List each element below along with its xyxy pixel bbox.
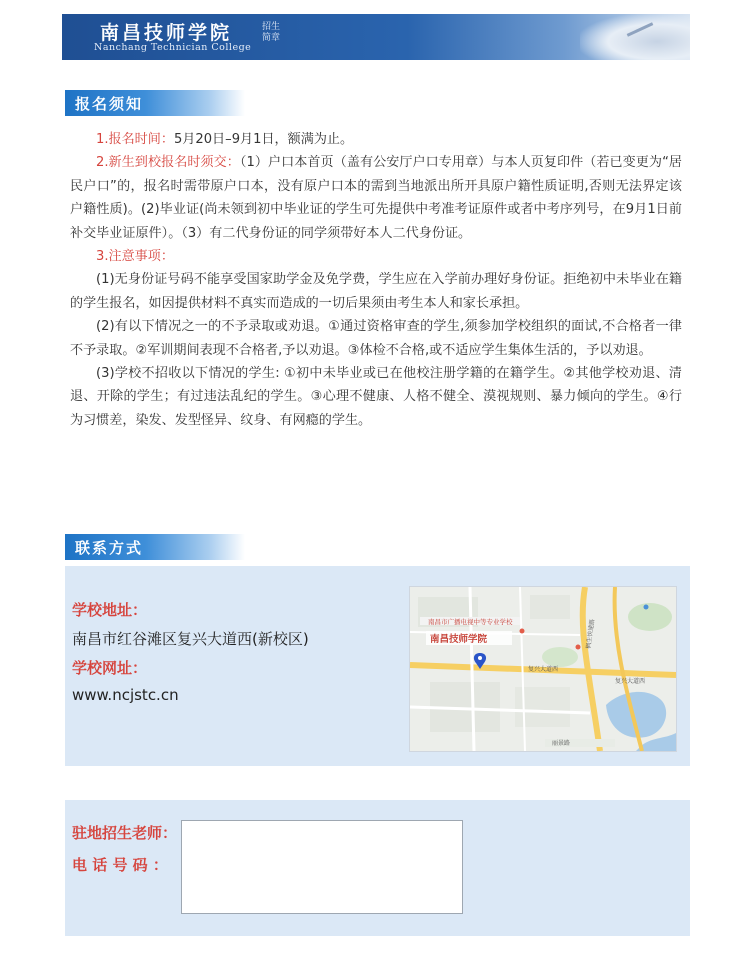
college-name-en: Nanchang Technician College <box>94 42 252 53</box>
recruiter-phone-label: 电 话 号 码 ： <box>72 856 168 874</box>
map-road-label-4: 丽景路 <box>552 740 571 747</box>
map-road-label-3: 复兴大道西 <box>615 678 646 685</box>
website-label: 学校网址： <box>72 659 148 677</box>
map-road-label: 复兴大道西 <box>528 666 559 673</box>
map-label-upper: 南昌市广播电视中等专业学校 <box>428 618 513 626</box>
recruiter-teacher-label: 驻地招生老师： <box>72 824 178 842</box>
map-pin-label: 南昌技师学院 <box>430 634 488 645</box>
note-3: (3)学校不招收以下情况的学生: ①初中未毕业或已在他校注册学籍的在籍学生。②其他学校劝退、清退、开除的学生；有过违法乱纪的学生。③心理不健康、人格不健全、漠视规则、暴力倾向的学生。④行为习惯差，染发、发型怪异、纹身、有网瘾的学生。 <box>70 366 682 428</box>
registration-time: 1.报名时间：5月20日–9月1日，额满为止。 <box>96 132 354 147</box>
required-documents: 2.新生到校报名时须交：（1）户口本首页（盖有公安厅户口专用章）与本人页复印件（若已变更为“居民户口”的，报名时需带原户口本，没有原户口本的需到当地派出所开具原户籍性质证明,否则无法界定该户籍性质)。(2)毕业证(尚未领到初中毕业证的学生可先提供中考准考证原件或者中考序列号，在9月1日前补交毕业证原件）。（3）有二代身份证的同学须带好本人二代身份证。 <box>70 155 682 241</box>
registration-heading-text: 报名须知 <box>75 95 144 113</box>
contact-panel <box>65 566 690 766</box>
contact-heading <box>65 534 245 560</box>
location-map[interactable] <box>409 586 677 752</box>
registration-body <box>70 128 682 432</box>
recruiter-info-box <box>181 820 463 914</box>
website-link[interactable]: www.ncjstc.cn <box>72 686 179 704</box>
recruiter-panel <box>65 800 690 936</box>
address-value: 南昌市红谷滩区复兴大道西(新校区) <box>72 630 309 648</box>
header-banner <box>62 14 690 60</box>
map-road-label-2: 枫生快速路 <box>585 618 597 650</box>
map-graphic <box>410 587 676 751</box>
note-2: (2)有以下情况之一的不予录取或劝退。①通过资格审查的学生,须参加学校组织的面试,不合格者一律不予录取。②军训期间表现不合格者,予以劝退。③体检不合格,或不适应学生集体生活的，予以劝退。 <box>70 319 682 358</box>
address-label: 学校地址： <box>72 601 148 619</box>
college-name: 南昌技师学院 <box>100 22 233 44</box>
note-1: (1)无身份证号码不能享受国家助学金及免学费，学生应在入学前办理好身份证。拒绝初中未毕业在籍的学生报名，如因提供材料不真实而造成的一切后果须由考生本人和家长承担。 <box>70 272 682 311</box>
registration-heading <box>65 90 245 116</box>
notes-label: 3.注意事项： <box>96 249 174 265</box>
brochure-subtitle: 招生简章 <box>262 22 281 43</box>
banner-decoration <box>580 14 690 60</box>
contact-heading-text: 联系方式 <box>75 539 144 557</box>
